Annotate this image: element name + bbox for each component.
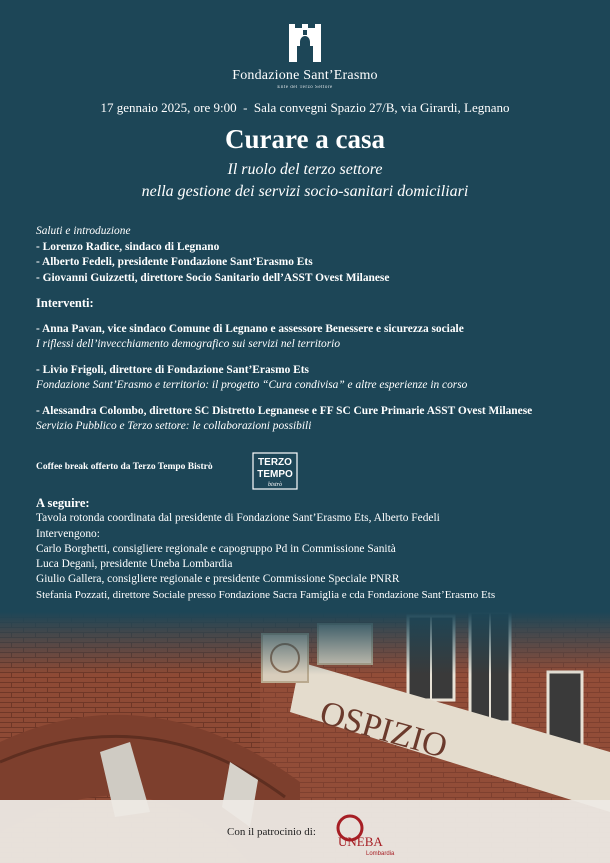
programme <box>36 224 596 435</box>
subtitle-line: Il ruolo del terzo settore <box>227 161 383 178</box>
event-subtitle <box>0 159 610 203</box>
uneba-logo <box>336 806 416 858</box>
interventi-heading: Interventi: <box>36 296 94 310</box>
foundation-name: Fondazione Sant’Erasmo <box>232 68 378 83</box>
round-table <box>36 496 601 603</box>
terzo-tempo-line: TEMPO <box>257 469 293 480</box>
castle-tower-icon <box>285 24 325 66</box>
intervento-topic: Servizio Pubblico e Terzo settore: le collaborazioni possibili <box>36 420 312 432</box>
terzo-tempo-line: TERZO <box>258 457 292 468</box>
coffee-break-text: Coffee break offerto da Terzo Tempo Bistrò <box>36 462 213 472</box>
saluti-item: - Giovanni Guizzetti, direttore Socio Sanitario dell’ASST Ovest Milanese <box>36 271 390 284</box>
round-table-speaker: Carlo Borghetti, consigliere regionale e capogruppo Pd in Commissione Sanità <box>36 542 396 555</box>
event-title: Curare a casa <box>225 124 385 154</box>
intervento-speaker: - Alessandra Colombo, direttore SC Distretto Legnanese e FF SC Cure Primarie ASST Ovest Milanese <box>36 404 533 417</box>
saluti-item: - Alberto Fedeli, presidente Fondazione Sant’Erasmo Ets <box>36 256 313 268</box>
foundation-subline: Ente del Terzo Settore <box>277 85 333 90</box>
round-table-speaker: Giulio Gallera, consigliere regionale e presidente Commissione Speciale PNRR <box>36 573 400 586</box>
intervento-topic: Fondazione Sant’Erasmo e territorio: il progetto “Cura condivisa” e altre esperienze in corso <box>36 379 468 391</box>
event-dateline: 17 gennaio 2025, ore 9:00 - Sala convegni Spazio 27/B, via Girardi, Legnano <box>100 100 510 115</box>
foundation-logo <box>0 24 610 90</box>
patrocinio-label: Con il patrocinio di: <box>227 826 316 838</box>
saluti-item: - Lorenzo Radice, sindaco di Legnano <box>36 240 220 253</box>
round-table-speaker: Stefania Pozzati, direttore Sociale presso Fondazione Sacra Famiglia e cda Fondazione Sant’Erasmo Ets <box>36 588 496 601</box>
intervento-speaker: - Anna Pavan, vice sindaco Comune di Legnano e assessore Benessere e sicurezza sociale <box>36 322 464 335</box>
terzo-tempo-line: bistrò <box>267 482 283 488</box>
coffee-break <box>36 452 436 492</box>
intervento-topic: I riflessi dell’invecchiamento demografico sui servizi nel territorio <box>36 338 341 350</box>
a-seguire-heading: A seguire: <box>36 496 90 510</box>
intervento-speaker: - Livio Frigoli, direttore di Fondazione Sant’Erasmo Ets <box>36 363 309 376</box>
round-table-intro: Tavola rotonda coordinata dal presidente di Fondazione Sant’Erasmo Ets, Alberto Fedeli <box>36 512 440 525</box>
round-table-speaker: Luca Degani, presidente Uneba Lombardia <box>36 558 233 571</box>
terzo-tempo-logo <box>252 452 298 490</box>
uneba-region: Lombardia <box>366 851 395 857</box>
saluti-heading: Saluti e introduzione <box>36 225 131 237</box>
uneba-name: UNEBA <box>338 834 383 849</box>
intervengono-label: Intervengono: <box>36 527 100 540</box>
subtitle-line: nella gestione dei servizi socio-sanitari domiciliari <box>141 183 469 200</box>
